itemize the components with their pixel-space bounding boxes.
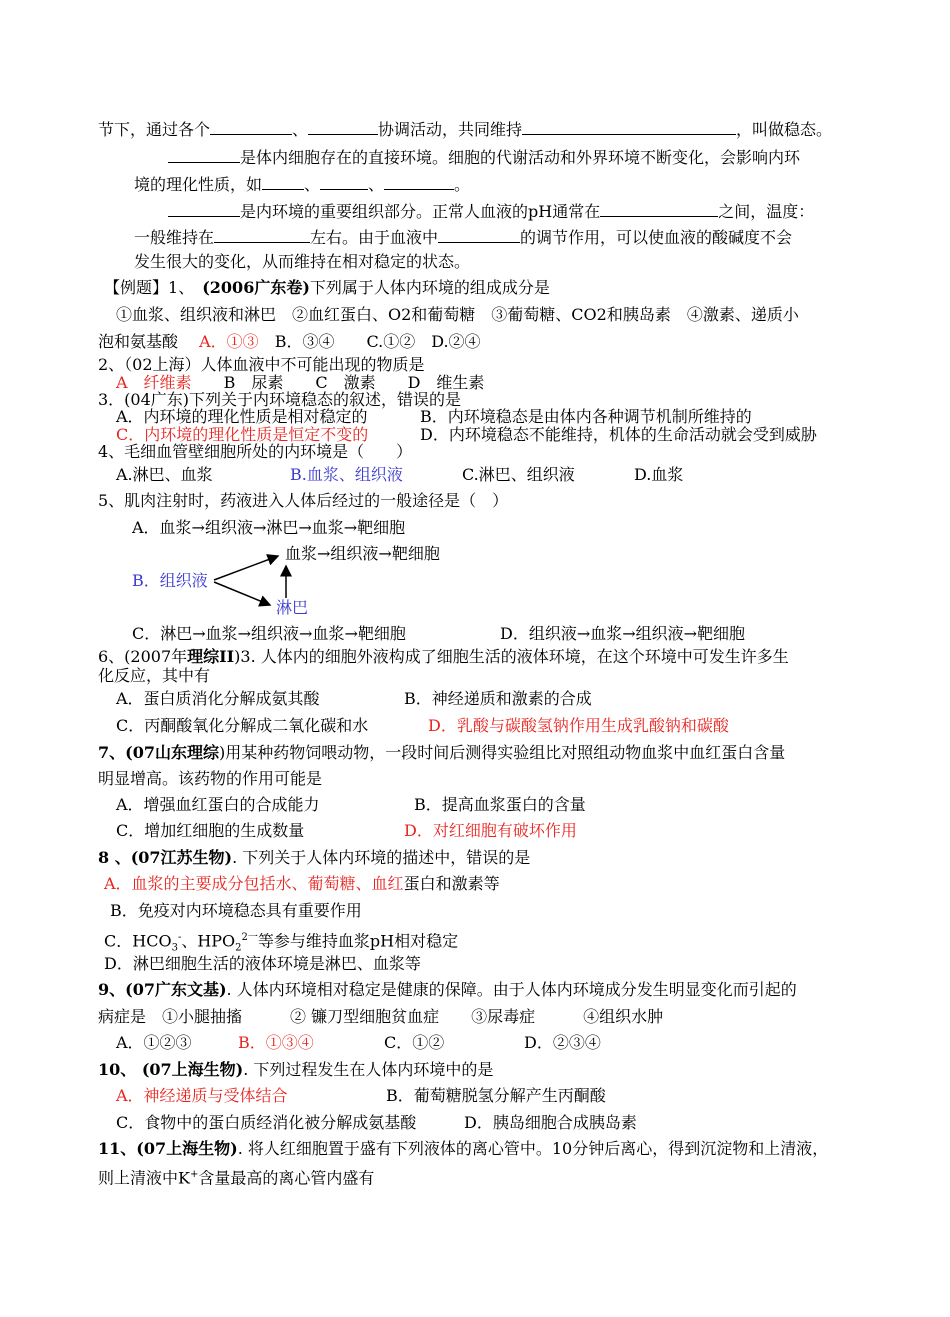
- q9-answer: B．①③④: [238, 1033, 314, 1052]
- q10-option-b: B．葡萄糖脱氢分解产生丙酮酸: [386, 1086, 606, 1105]
- q7-option-d: D．对红细胞有破坏作用: [404, 821, 577, 840]
- q4-option-c: C.淋巴、组织液: [462, 465, 575, 484]
- intro-line-2: 是体内细胞存在的直接环境。细胞的代谢活动和外界环境不断变化，会影响内环: [168, 146, 800, 168]
- q4-option-a: A.淋巴、血浆: [116, 465, 213, 484]
- intro-line-1: 节下，通过各个 、 协调活动，共同维持 ，叫做稳态。: [98, 120, 833, 139]
- arrow-up-right: [214, 556, 278, 580]
- q10-stem: 10、 (07上海生物). 下列过程发生在人体内环境中的是: [98, 1060, 494, 1079]
- q7-option-c: C．增加红细胞的生成数量: [116, 821, 305, 840]
- q4-option-b: B.血浆、组织液: [290, 465, 403, 484]
- q5-option-b-bottom: 淋巴: [276, 598, 309, 617]
- q8-stem: 8 、(07江苏生物). 下列关于人体内环境的描述中，错误的是: [98, 848, 531, 867]
- arrow-down-right: [214, 582, 270, 605]
- q9-line-2: 病症是 ①小腿抽搐 ② 镰刀型细胞贫血症 ③尿毒症 ④组织水肿: [98, 1007, 664, 1026]
- q1-options-2: 泡和氨基酸 A．①③ B．③④ C.①② D.②④: [98, 332, 481, 351]
- q9-stem: 9、(07广东文基). 人体内环境相对稳定是健康的保障。由于人体内环境成分发生明显变化而引起的: [98, 980, 797, 999]
- q6-option-b: B．神经递质和激素的合成: [404, 689, 592, 708]
- intro-line-6: 发生很大的变化，从而维持在相对稳定的状态。: [134, 252, 471, 271]
- q4-stem: 4、毛细血管壁细胞所处的内环境是（ ）: [98, 442, 413, 461]
- q11-line-2: 则上清液中K+含量最高的离心管内盛有: [98, 1168, 375, 1188]
- q5-option-c: C．淋巴→血浆→组织液→血浆→靶细胞: [132, 624, 406, 643]
- q2-answer: A 纤维素: [116, 373, 192, 392]
- q10-option-d: D．胰岛细胞合成胰岛素: [464, 1113, 637, 1132]
- intro-line-5: 一般维持在 左右。由于血液中 的调节作用，可以使血液的酸碱度不会: [134, 228, 793, 247]
- q3-option-b: B．内环境稳态是由体内各种调节机制所维持的: [420, 407, 752, 426]
- q1-answer: A．①③: [199, 332, 259, 351]
- q6-stem-2: 化反应，其中有: [98, 666, 211, 685]
- q5-option-d: D．组织液→血浆→组织液→靶细胞: [500, 624, 746, 643]
- q9-option-a: A．①②③: [116, 1033, 192, 1052]
- q3-option-d: D．内环境稳态不能维持，机体的生命活动就会受到威胁: [420, 425, 817, 444]
- q1-options-1: ①血浆、组织液和淋巴 ②血红蛋白、O2和葡萄糖 ③葡萄糖、CO2和胰岛素 ④激素、递质小: [116, 305, 799, 324]
- q6-stem-1: 6、(2007年理综II)3. 人体内的细胞外液构成了细胞生活的液体环境，在这个环境中可发生许多生: [98, 647, 789, 666]
- q3-stem: 3．(04广东)下列关于内环境稳态的叙述，错误的是: [98, 390, 462, 409]
- q8-option-a: A．血浆的主要成分包括水、葡萄糖、血红蛋白和激素等: [104, 874, 500, 893]
- q10-option-c: C．食物中的蛋白质经消化被分解成氨基酸: [116, 1113, 417, 1132]
- q7-option-b: B．提高血浆蛋白的含量: [414, 795, 586, 814]
- q5-option-b-label: B．组织液: [132, 571, 208, 590]
- q7-stem-1: 7、(07山东理综)用某种药物饲喂动物，一段时间后测得实验组比对照组动物血浆中血红蛋白含量: [98, 743, 786, 762]
- q9-option-c: C．①②: [384, 1033, 445, 1052]
- q7-stem-2: 明显增高。该药物的作用可能是: [98, 769, 323, 788]
- q9-option-d: D．②③④: [524, 1033, 601, 1052]
- q7-option-a: A．增强血红蛋白的合成能力: [116, 795, 320, 814]
- q1-stem: 【例题】1、 (2006广东卷)下列属于人体内环境的组成成分是: [104, 278, 550, 297]
- q5-option-a: A．血浆→组织液→淋巴→血浆→靶细胞: [132, 518, 406, 537]
- q2-options: A 纤维素 B 尿素 C 激素 D 维生素: [116, 373, 485, 392]
- q3-option-a: A．内环境的理化性质是相对稳定的: [116, 407, 368, 426]
- q8-option-b: B．免疫对内环境稳态具有重要作用: [110, 901, 362, 920]
- q10-option-a: A．神经递质与受体结合: [116, 1086, 288, 1105]
- q6-option-d: D．乳酸与碳酸氢钠作用生成乳酸钠和碳酸: [428, 716, 729, 735]
- q8-option-d: D．淋巴细胞生活的液体环境是淋巴、血浆等: [104, 954, 421, 973]
- q5-option-b-top: 血浆→组织液→靶细胞: [285, 544, 440, 563]
- intro-line-4: 是内环境的重要组织部分。正常人血液的pH通常在 之间，温度：: [168, 200, 814, 222]
- q2-stem: 2、（02上海）人体血液中不可能出现的物质是: [98, 355, 425, 374]
- q4-option-d: D.血浆: [634, 465, 684, 484]
- q11-stem: 11、(07上海生物). 将人红细胞置于盛有下列液体的离心管中。10分钟后离心，得到沉淀物和上清液，: [98, 1139, 829, 1158]
- q6-option-c: C．丙酮酸氧化分解成二氧化碳和水: [116, 716, 369, 735]
- q8-option-c: C．$HCO_3^-$、$HPO_2^{2一}$等参与维持血浆pH相对稳定: [104, 931, 459, 954]
- q5-stem: 5、肌肉注射时，药液进入人体后经过的一般途径是（ ）: [98, 491, 509, 510]
- q3-option-c: C．内环境的理化性质是恒定不变的: [116, 425, 369, 444]
- q6-option-a: A．蛋白质消化分解成氨其酸: [116, 689, 320, 708]
- intro-line-3: 境的理化性质，如 、 、 。: [134, 175, 471, 194]
